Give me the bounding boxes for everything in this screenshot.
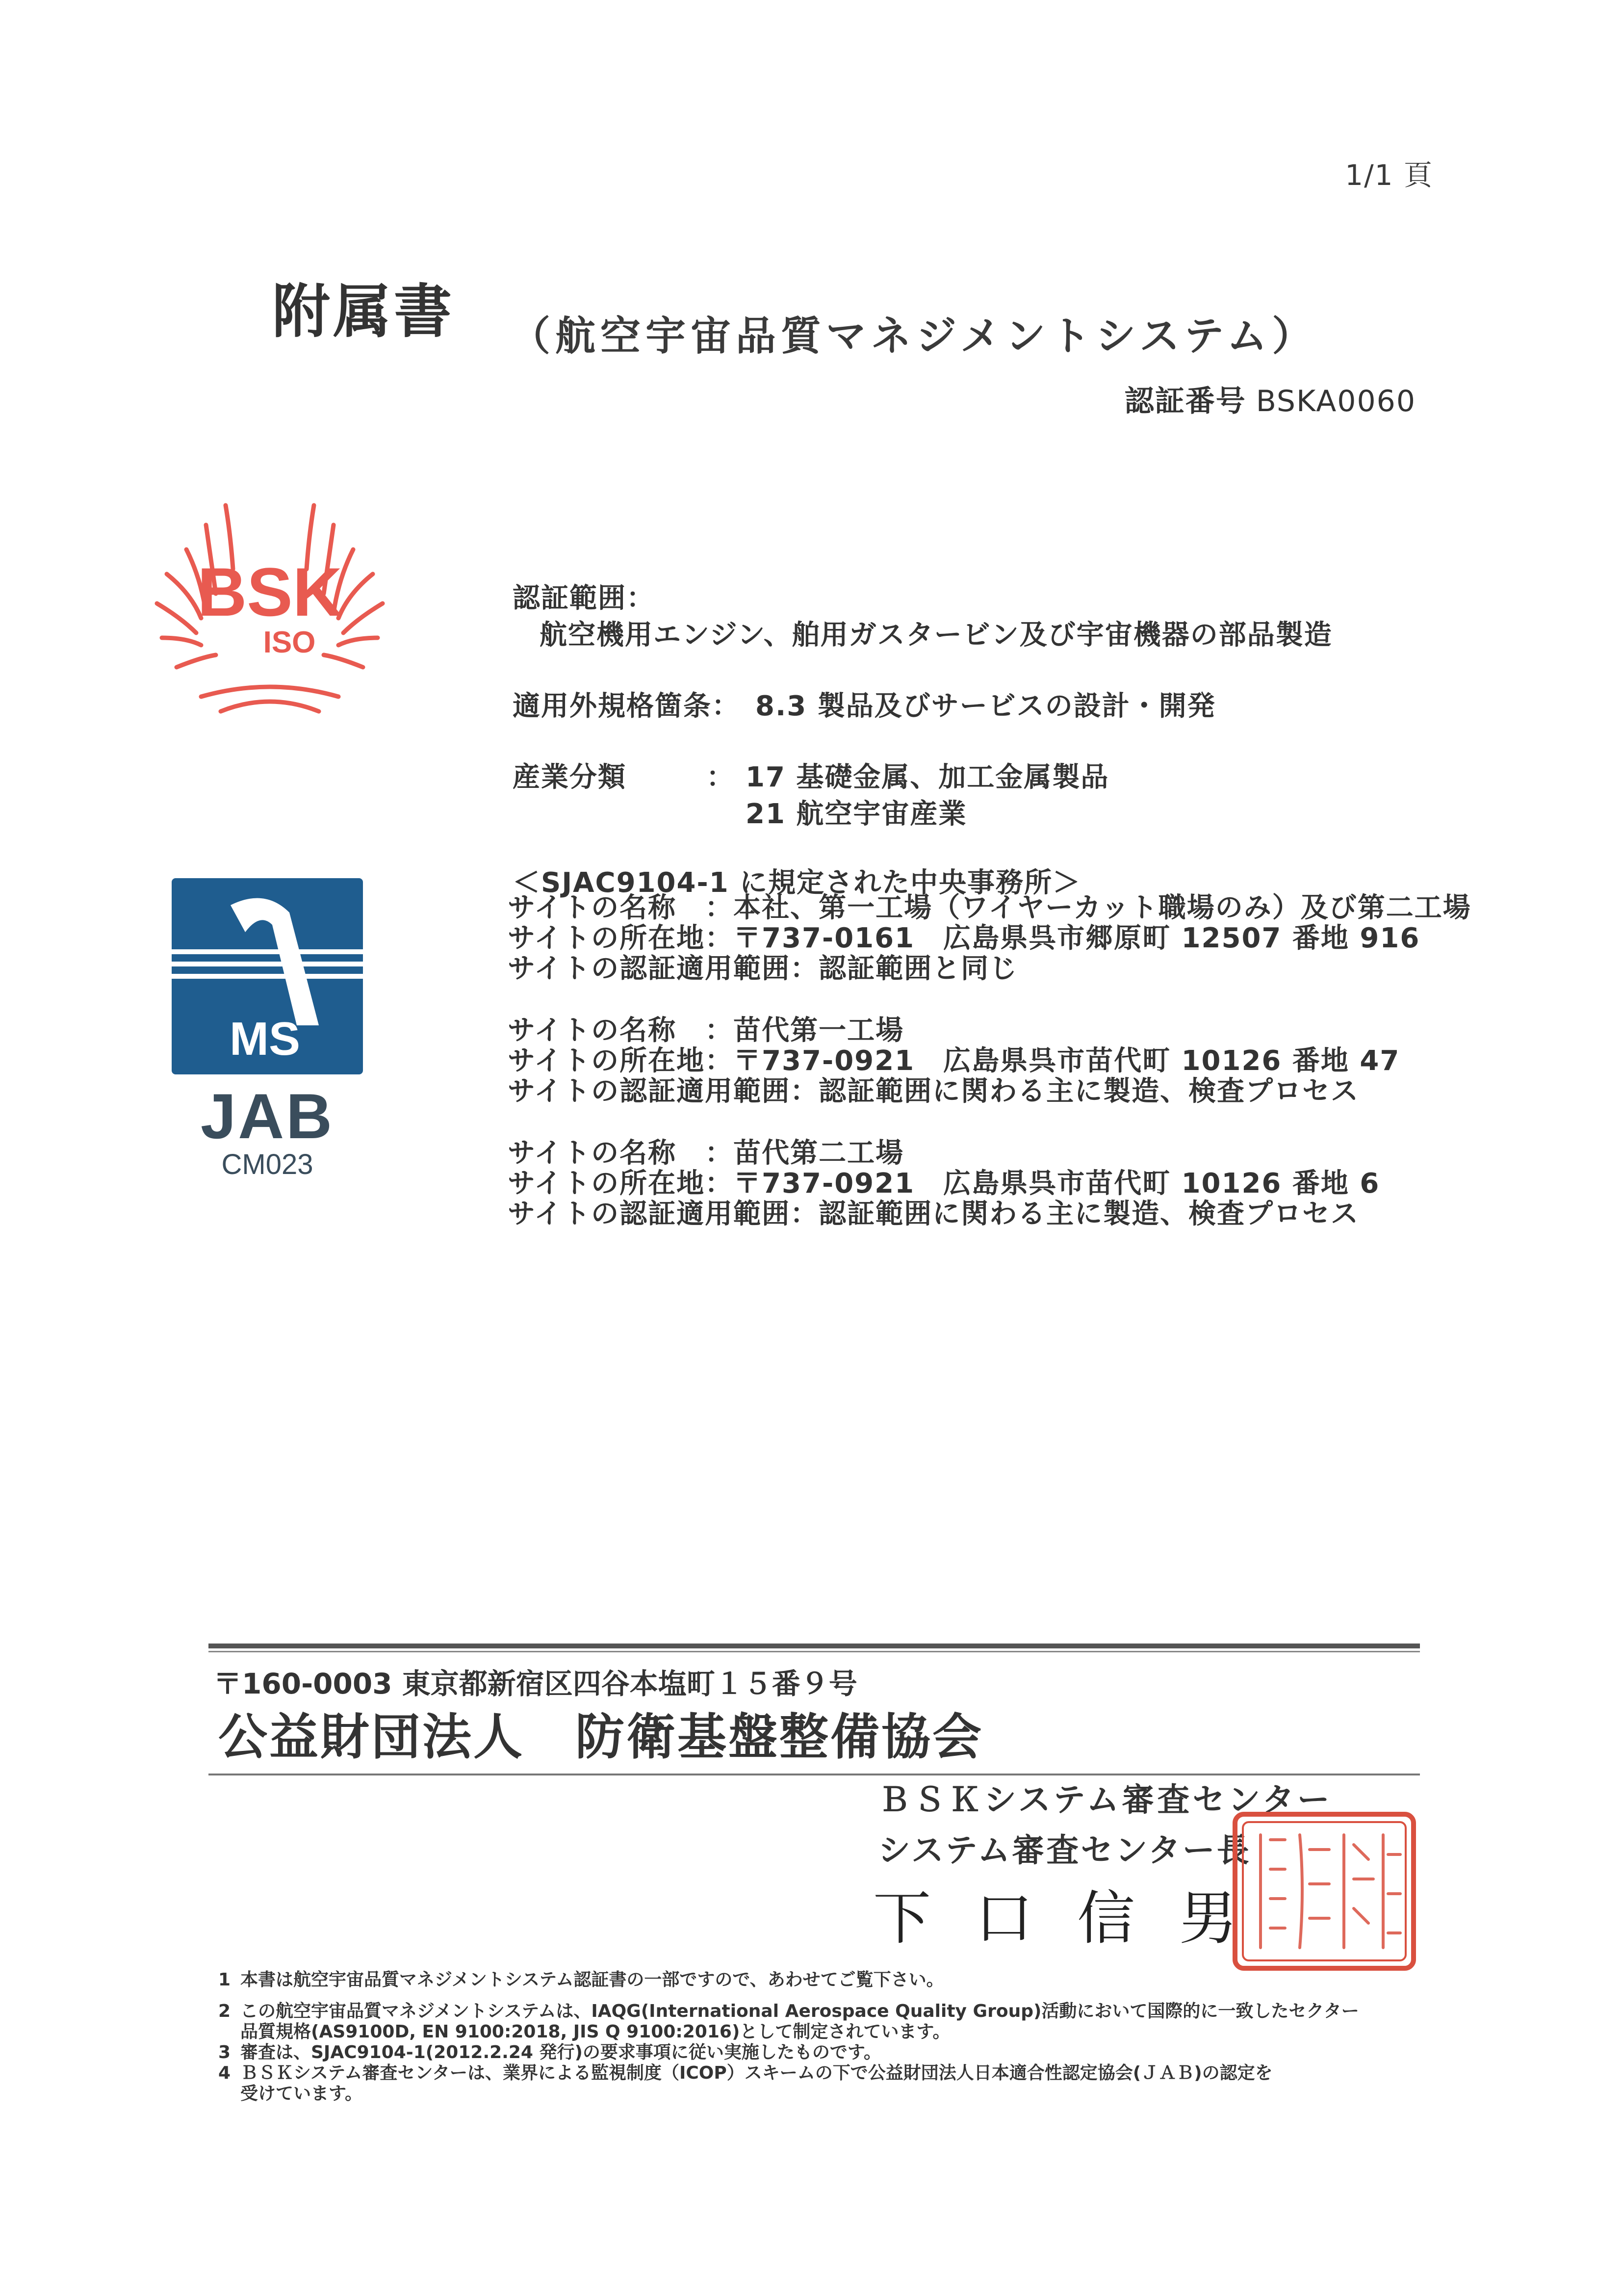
site-entry	[508, 893, 1471, 984]
footnote-text: 品質規格(AS9100D, EN 9100:2018, JIS Q 9100:2016)として制定されています。	[240, 2022, 951, 2042]
industry-item: 21 航空宇宙産業	[746, 798, 967, 830]
footer-rule-thin	[208, 1651, 1420, 1652]
site-scope: サイトの認証適用範囲：認証範囲に関わる主に製造、検査プロセス	[508, 1198, 1360, 1230]
center-head-title: システム審査センター長	[878, 1831, 1251, 1869]
site-name: サイトの名称 ：本社、第一工場（ワイヤーカット職場のみ）及び第二工場	[508, 892, 1471, 924]
footnote-text: 本書は航空宇宙品質マネジメントシステム認証書の一部ですので、あわせてご覧下さい。	[240, 1970, 944, 1990]
footer-rule	[208, 1644, 1420, 1648]
footnote-number: 4	[218, 2063, 231, 2083]
industry-colon: ：	[706, 761, 735, 793]
bsk-logo-iso-text: ISO	[263, 626, 316, 659]
sites-heading: ＜SJAC9104-1 に規定された中央事務所＞	[513, 867, 1081, 899]
scope-value: 航空機用エンジン、舶用ガスタービン及び宇宙機器の部品製造	[540, 619, 1333, 651]
site-entry	[508, 1138, 1380, 1229]
footnote-text: ＢＳＫシステム審査センターは、業界による監視制度（ICOP）スキームの下で公益財団法人日本適合性認定協会(ＪＡＢ)の認定を	[240, 2063, 1273, 2083]
scope-label: 認証範囲：	[513, 582, 655, 614]
site-entry	[508, 1016, 1400, 1107]
industry-label: 産業分類	[513, 761, 626, 793]
document-subtitle: （航空宇宙品質マネジメントシステム）	[510, 313, 1317, 360]
footnote-number: 1	[218, 1970, 231, 1990]
site-address: サイトの所在地：〒737-0921 広島県呉市苗代町 10126 番地 6	[508, 1168, 1380, 1200]
certificate-number-value: BSKA0060	[1256, 384, 1416, 418]
footnote	[218, 2001, 1359, 2022]
footnote-number: 2	[218, 2001, 231, 2021]
footnote-continued	[218, 2022, 1359, 2042]
center-name: ＢＳＫシステム審査センター	[878, 1781, 1333, 1819]
bsk-logo-text: BSK	[197, 553, 342, 630]
footnotes	[218, 1970, 1359, 2104]
footnote-number: 3	[218, 2042, 231, 2062]
footnote-continued	[218, 2084, 1359, 2104]
footer-address: 〒160-0003 東京都新宿区四谷本塩町１５番９号	[213, 1667, 857, 1700]
exclusion-value: 8.3 製品及びサービスの設計・開発	[755, 690, 1216, 722]
certificate-number	[1125, 378, 1416, 420]
site-name: サイトの名称 ：苗代第一工場	[508, 1015, 904, 1046]
industry-item: 17 基礎金属、加工金属製品	[746, 761, 1109, 793]
exclusion-label: 適用外規格箇条：	[513, 690, 740, 722]
site-scope: サイトの認証適用範囲：認証範囲と同じ	[508, 953, 1018, 985]
bsk-iso-logo	[128, 491, 412, 721]
site-name: サイトの名称 ：苗代第二工場	[508, 1137, 904, 1169]
footnote	[218, 2063, 1359, 2084]
site-address: サイトの所在地：〒737-0161 広島県呉市郷原町 12507 番地 916	[508, 922, 1420, 954]
site-scope: サイトの認証適用範囲：認証範囲に関わる主に製造、検査プロセス	[508, 1075, 1360, 1107]
footer-organization: 公益財団法人 防衛基盤整備協会	[218, 1708, 983, 1766]
page-number: 1/1 頁	[1345, 158, 1433, 192]
certificate-number-label: 認証番号	[1124, 384, 1246, 418]
jab-code: CM023	[221, 1148, 313, 1180]
footnote	[218, 2042, 1359, 2063]
footnote-text: 受けています。	[240, 2084, 363, 2104]
official-seal	[1231, 1810, 1417, 1972]
jab-ms-text: MS	[230, 1013, 300, 1065]
footnote	[218, 1970, 1359, 1990]
signature: 下口信男	[873, 1884, 1282, 1952]
footnote-text: この航空宇宙品質マネジメントシステムは、IAQG(International Aerospace Quality Group)活動において国際的に一致したセクター	[240, 2001, 1359, 2021]
document-title: 附属書	[272, 278, 455, 345]
jab-ms-mark	[172, 878, 363, 1074]
site-address: サイトの所在地：〒737-0921 広島県呉市苗代町 10126 番地 47	[508, 1045, 1400, 1077]
footnote-text: 審査は、SJAC9104-1(2012.2.24 発行)の要求事項に従い実施したものです。	[240, 2042, 882, 2062]
jab-text: JAB	[200, 1080, 335, 1152]
